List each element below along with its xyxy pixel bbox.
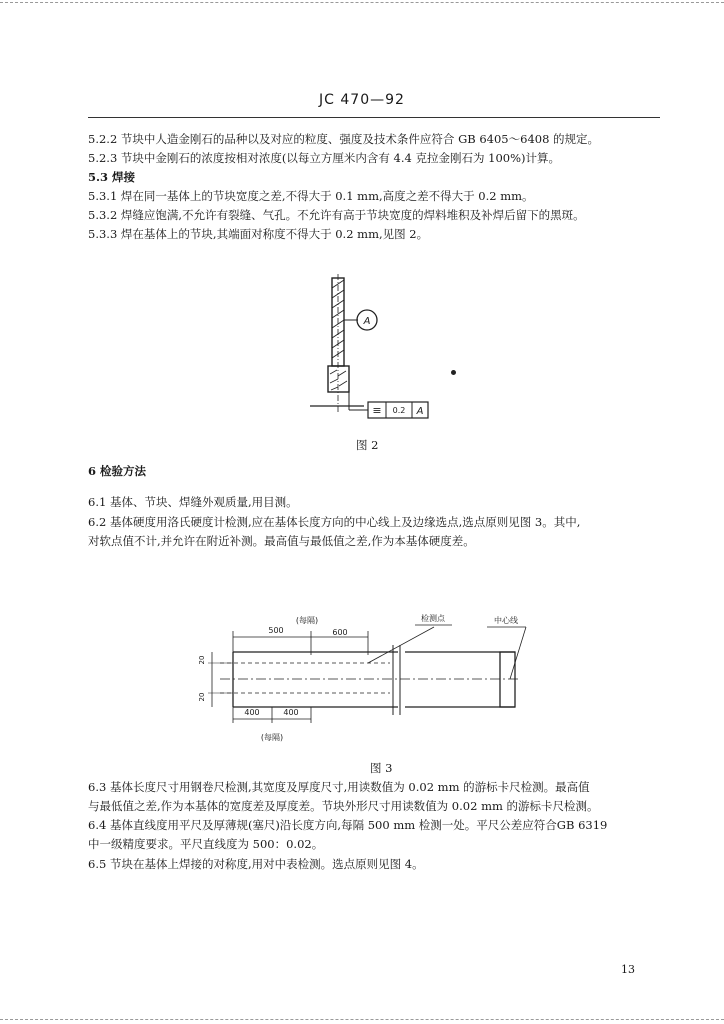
scan-speck — [451, 370, 456, 375]
symmetry-symbol: ≡ — [372, 404, 382, 417]
clause-6-3-line-1: 6.3 基体长度尺寸用钢卷尺检测,其宽度及厚度尺寸,用读数值为 0.02 mm 的游标卡尺检测。最高值 — [88, 780, 590, 794]
test-point-label: 检测点 — [421, 614, 445, 623]
tolerance-value: 0.2 — [392, 406, 406, 415]
clause-6-2-line-2: 对软点值不计,并允许在附近补测。最高值与最低值之差,作为本基体硬度差。 — [88, 534, 475, 548]
clause-5-3-1: 5.3.1 焊在同一基体上的节块宽度之差,不得大于 0.1 mm,高度之差不得大于 0.2 mm。 — [88, 189, 534, 203]
dim-bottom-400-2: 400 — [283, 708, 299, 717]
blade-right-end — [500, 652, 515, 707]
clause-6-4-line-1: 6.4 基体直线度用平尺及厚薄规(塞尺)沿长度方向,每隔 500 mm 检测一处。平尺公差应符合GB 6319 — [88, 818, 608, 832]
clause-6-2-line-1: 6.2 基体硬度用洛氏硬度计检测,应在基体长度方向的中心线上及边缘选点,选点原则见图 3。其中, — [88, 515, 581, 529]
clause-6-1: 6.1 基体、节块、焊缝外观质量,用目测。 — [88, 495, 298, 509]
top-dashed-rule — [0, 2, 724, 4]
dim-side-20-top: 20 — [198, 655, 206, 665]
section-5-3-heading: 5.3 焊接 — [88, 170, 136, 184]
figure-2-diagram — [300, 270, 440, 420]
datum-letter: A — [416, 406, 424, 417]
every-label-bottom: (每隔) — [260, 733, 284, 742]
bottom-dashed-rule — [0, 1019, 724, 1021]
segment-hatching — [330, 370, 347, 390]
clause-6-3-line-2: 与最低值之差,作为本基体的宽度差及厚度差。节块外形尺寸用读数值为 0.02 mm 的游标卡尺检测。 — [88, 799, 599, 813]
clause-5-2-2: 5.2.2 节块中人造金刚石的品种以及对应的粒度、强度及技术条件应符合 GB 6405～6408 的规定。 — [88, 132, 600, 146]
center-line-leader — [510, 627, 526, 679]
clause-6-4-line-2: 中一级精度要求。平尺直线度为 500：0.02。 — [88, 837, 324, 851]
clause-5-2-3: 5.2.3 节块中金刚石的浓度按相对浓度(以每立方厘米内含有 4.4 克拉金刚石为 100%)计算。 — [88, 151, 561, 165]
clause-6-5: 6.5 节块在基体上焊接的对称度,用对中表检测。选点原则见图 4。 — [88, 857, 424, 871]
section-6-heading: 6 检验方法 — [88, 464, 147, 478]
figure-3-diagram — [190, 605, 550, 745]
every-label-top: (每隔) — [295, 616, 319, 625]
page-number: 13 — [621, 963, 635, 976]
segment-block — [328, 366, 349, 392]
figure-3-caption: 图 3 — [370, 761, 393, 775]
clause-5-3-2: 5.3.2 焊缝应饱满,不允许有裂缝、气孔。不允许有高于节块宽度的焊料堆积及补焊后留下的黑斑。 — [88, 208, 585, 222]
clause-5-3-3: 5.3.3 焊在基体上的节块,其端面对称度不得大于 0.2 mm,见图 2。 — [88, 227, 429, 241]
gauge-label: A — [363, 316, 371, 327]
dim-top-500: 500 — [268, 626, 284, 635]
center-line-label: 中心线 — [494, 616, 518, 625]
header-rule — [88, 117, 660, 118]
dim-bottom-400-1: 400 — [244, 708, 260, 717]
dim-side-20-bottom: 20 — [198, 692, 206, 702]
dim-top-600: 600 — [332, 628, 348, 637]
test-point-leader — [368, 627, 434, 663]
figure-2-caption: 图 2 — [356, 438, 379, 452]
document-code-header: JC 470—92 — [319, 92, 405, 108]
